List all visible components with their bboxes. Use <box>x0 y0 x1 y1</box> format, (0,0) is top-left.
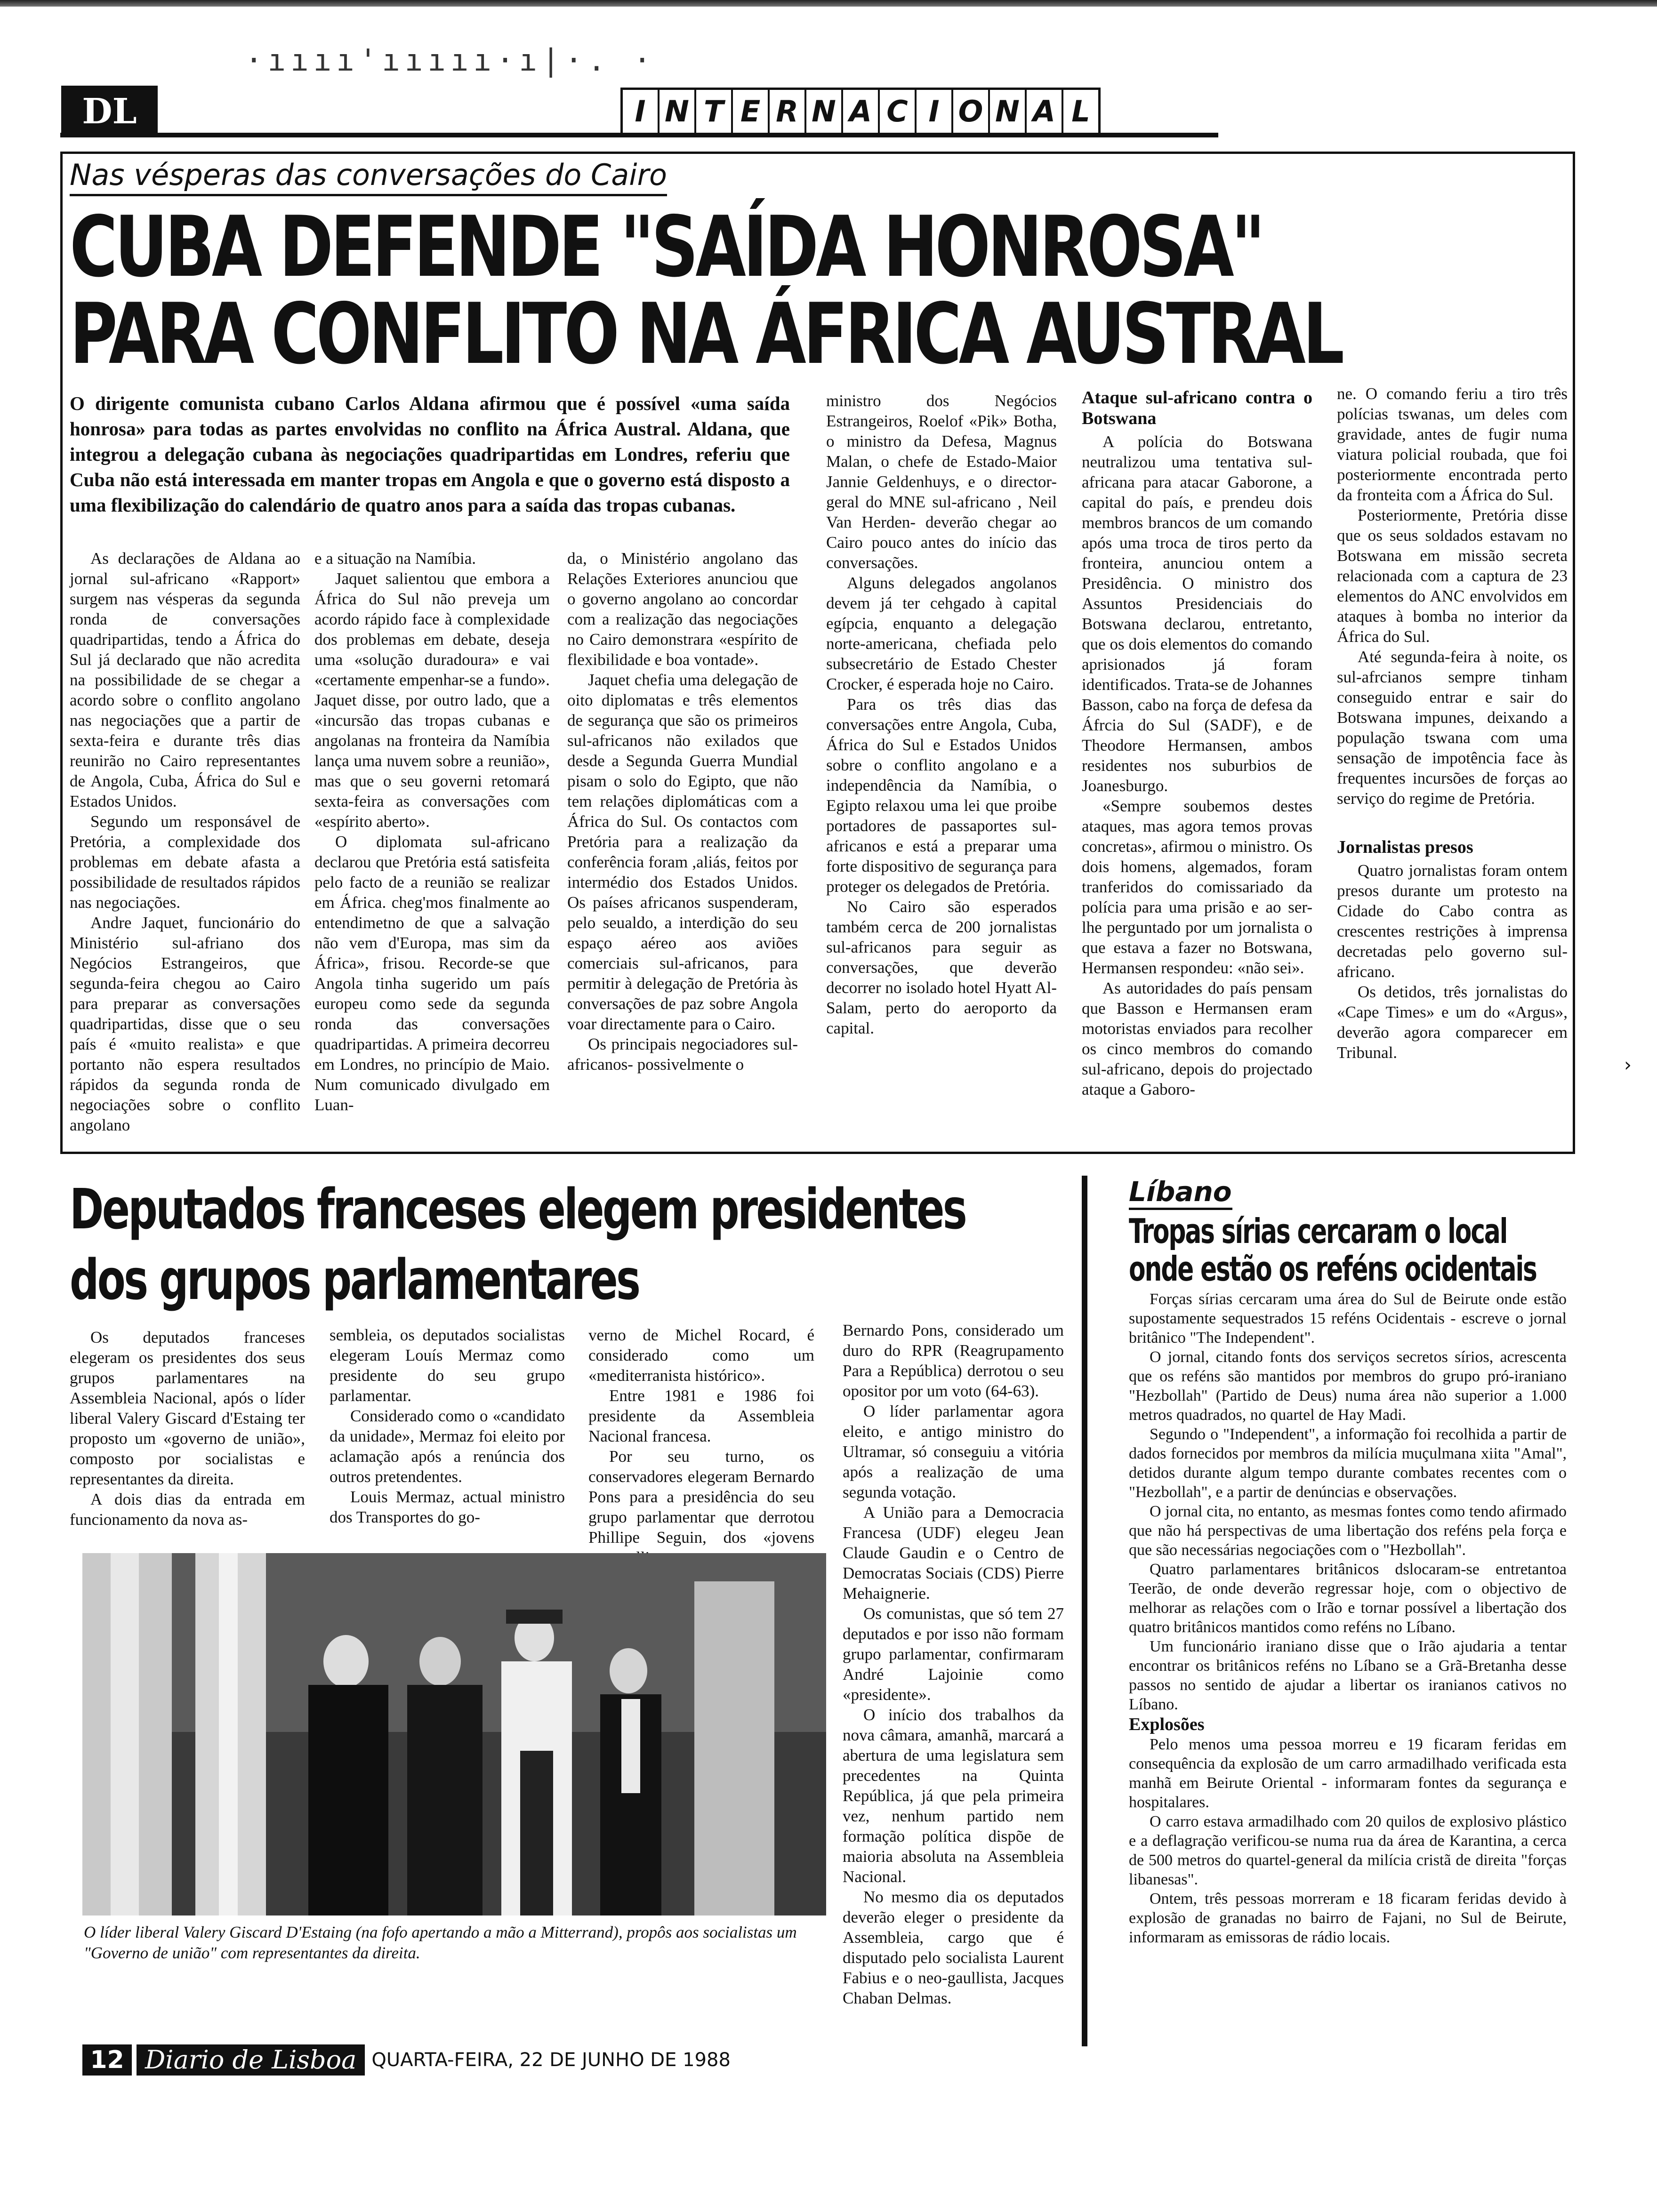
paragraph: Pelo menos uma pessoa morreu e 19 ficaram feridas em consequência da explosão de um carro armadilhado verificada esta manhã em Beirute Oriental - informaram fontes da segurança e hospitalares. <box>1129 1736 1567 1811</box>
photo-caption: O líder liberal Valery Giscard D'Estaing (na fofo apertando a mão a Mitterrand), propôs aos socialistas um "Governo de união" com representantes da direita. <box>84 1923 797 1962</box>
issue-date: QUARTA-FEIRA, 22 DE JUNHO DE 1988 <box>371 2049 731 2071</box>
paragraph: Louis Mermaz, actual ministro dos Transportes do go- <box>330 1488 565 1526</box>
main-headline-line1: CUBA DEFENDE "SAÍDA HONROSA" <box>70 198 1263 296</box>
france-column-4-text <box>843 1320 1064 2008</box>
paragraph: As declarações de Aldana ao jornal sul-africano «Rapport» surgem nas vésperas da segunda ronda de conversações quadripartidas, tendo a África do Sul já declarado que não acredita na possibilidade de se chegar a acordo sobre o conflito angolano nas negociações que a partir de sexta-feira e durante três dias reunirão no Cairo representantes de Angola, Cuba, África do Sul e Estados Unidos. <box>70 549 300 810</box>
section-letter: A <box>1027 90 1063 133</box>
france-column-3 <box>588 1325 814 1568</box>
main-column-1-text <box>70 548 300 1135</box>
main-column-3 <box>567 548 798 1074</box>
section-letter: N <box>990 90 1027 133</box>
paragraph: No Cairo são esperados também cerca de 200 jornalistas sul-africanos para seguir as conversações, que deverão decorrer no isolado hotel Hyatt Al-Salam, perto do aeroporto da capital. <box>826 898 1057 1037</box>
paragraph: da, o Ministério angolano das Relações Exteriores anunciou que o governo angolano ao concordar com a realização das negociações no Cairo demonstrara «espírito de flexibilidade e boa vontade». <box>567 549 798 669</box>
section-letter: I <box>917 90 953 133</box>
libano-column <box>1129 1290 1567 1947</box>
france-headline-line2: dos grupos parlamentares <box>70 1247 639 1312</box>
paragraph: No mesmo dia os deputados deverão eleger o presidente da Assembleia, cargo que é disputado pelo socialista Laurent Fabius e o neo-gaullista, Jacques Chaban Delmas. <box>843 1888 1064 2007</box>
paragraph: O jornal cita, no entanto, as mesmas fontes como tendo afirmado que não há perspectivas de uma libertação dos reféns pela força e que são necessárias negociações com o "Hezbollah". <box>1129 1503 1567 1559</box>
paragraph: Os deputados franceses elegeram os presidentes dos seus grupos parlamentares na Assembleia Nacional, após o líder liberal Valery Giscard d'Estaing ter proposto um «governo de união», composto por socialistas e representantes da direita. <box>70 1328 305 1488</box>
botswana-subhead: Ataque sul-africano contra o Botswana <box>1082 388 1312 428</box>
masthead: Diario de Lisboa <box>137 2044 365 2076</box>
libano-kicker-rule <box>1129 1208 1232 1210</box>
paragraph: Para os três dias das conversações entre Angola, Cuba, África do Sul e Estados Unidos sobre o conflito angolano e a independência da Namíbia, o Egipto relaxou uma lei que proibe portadores de passaportes sul-africanos e está a preparar uma forte dispositivo de segurança para proteger os delegados de Pretória. <box>826 695 1057 896</box>
paragraph: Os comunistas, que só tem 27 deputados e por isso não formam grupo parlamentar, confirmaram André Lajoinie como «presidente». <box>843 1604 1064 1704</box>
main-column-2-text <box>314 548 550 1115</box>
main-column-6 <box>1337 384 1568 1063</box>
paragraph: A União para a Democracia Francesa (UDF) elegeu Jean Claude Gaudin e o Centro de Democratas Sociais (CDS) Pierre Mehaignerie. <box>843 1503 1064 1603</box>
section-letter: A <box>843 90 880 133</box>
paragraph: Forças sírias cercaram uma área do Sul de Beirute onde estão supostamente sequestrados 15 reféns Ocidentais - escreve o jornal britânico "The Independent". <box>1129 1290 1567 1346</box>
paragraph: O líder parlamentar agora eleito, e antigo ministro do Ultramar, só conseguiu a vitória após a realização de uma segunda votação. <box>843 1402 1064 1501</box>
margin-mark: › <box>1624 1054 1632 1076</box>
paragraph: Posteriormente, Pretória disse que os seus soldados estavam no Botswana em missão secreta relacionada com a captura de 23 elementos do ANC envolvidos em ataques à bomba no interior da África do Sul. <box>1337 506 1568 646</box>
paragraph: O diplomata sul-africano declarou que Pretória está satisfeita pelo facto de a reunião se realizar em África. cheg'mos finalmente ao entendimetno de que a salvação não vem d'Europa, mas sim da África», frisou. Recorde-se que Angola tinha sugerido um país europeu como sede da segunda ronda das conversações quadripartidas. A primeira decorreu em Londres, no princípio de Maio. Num comunicado divulgado em Luan- <box>314 833 550 1114</box>
scan-edge <box>0 0 1657 7</box>
page-number: 12 <box>82 2044 132 2076</box>
paragraph: «Sempre soubemos destes ataques, mas agora temos provas concretas», afirmou o ministro. Os dois homens, algemados, foram tranferidos do comissariado da polícia para uma prisão e ao ser-lhe perguntado por um jornalista o que estava a fazer no Botswana, Hermansen respondeu: «não sei». <box>1082 797 1312 977</box>
section-letter: C <box>880 90 917 133</box>
libano-text <box>1129 1290 1567 1714</box>
main-lead: O dirigente comunista cubano Carlos Aldana afirmou que é possível «uma saída honrosa» para todas as partes envolvidas no conflito na África Austral. Aldana, que integrou a delegação cubana às negociações quadripartidas em Londres, referiu que Cuba não está interessada em manter tropas em Angola e que o governo está disposto a uma flexibilização do calendário de quatro anos para a saída das tropas cubanas. <box>70 393 790 516</box>
section-logo: DL <box>61 86 158 137</box>
france-column-4 <box>843 1320 1064 2008</box>
section-name <box>620 88 1101 136</box>
libano-text-2 <box>1129 1735 1567 1947</box>
main-column-1 <box>70 548 300 1135</box>
main-headline-line2: PARA CONFLITO NA ÁFRICA AUSTRAL <box>70 285 1342 383</box>
paragraph: e a situação na Namíbia. <box>314 549 476 568</box>
paragraph: Entre 1981 e 1986 foi presidente da Assembleia Nacional francesa. <box>588 1387 814 1445</box>
main-column-3-text <box>567 548 798 1074</box>
main-column-2 <box>314 548 550 1115</box>
paragraph: Quatro jornalistas foram ontem presos durante um protesto na Cidade do Cabo contra as crescentes restrições à imprensa decretadas pelo governo sul-africano. <box>1337 861 1568 981</box>
main-column-6-text <box>1337 384 1568 809</box>
main-kicker: Nas vésperas das conversações do Cairo <box>70 158 667 196</box>
section-letter: O <box>953 90 990 133</box>
news-photo <box>82 1553 826 1915</box>
paragraph: A polícia do Botswana neutralizou uma tentativa sul-africana para atacar Gaborone, a capital do país, e prendeu dois membros brancos de um comando após uma troca de tiros perto da fronteira, anunciou ontem a Presidência. O ministro dos Assuntos Presidenciais do Botswana declarou, entretanto, que os dois elementos do comando aprisionados já foram identificados. Trata-se de Johannes Basson, cabo na força de defesa da Áfrcia do Sul (SADF), e de Theodore Hermansen, ambos residentes nos suburbios de Joanesburgo. <box>1082 433 1312 795</box>
section-letter: L <box>1071 94 1090 128</box>
explosoes-subhead: Explosões <box>1129 1715 1205 1734</box>
paragraph: Considerado como o «candidato da unidade», Mermaz foi eleito por aclamação após a renúncia dos outros pretendentes. <box>330 1407 565 1486</box>
libano-headline-line2: onde estão os reféns ocidentais <box>1129 1249 1536 1289</box>
paragraph: Os principais negociadores sul-africanos- possivelmente o <box>567 1035 798 1074</box>
paragraph: verno de Michel Rocard, é considerado como um «mediterranista histórico». <box>588 1326 814 1385</box>
paragraph: Jaquet salientou que embora a África do Sul não preveja um acordo rápido face à complexidade dos problemas em debate, deseja uma «solução duradoura» e vai «certamente empenhar-se a fundo». Jaquet disse, por outro lado, que a «incursão das tropas cubanas e angolanas na fronteira da Namíbia lança uma nuvem sobre a reunião», mas que o seu governi retomará sexta-feira as conversações com «espírito aberto». <box>314 569 550 831</box>
section-letter: N <box>806 90 843 133</box>
france-column-1-text <box>70 1327 305 1530</box>
paragraph: ne. O comando feriu a tiro três polícias tswanas, um deles com gravidade, antes de fugir numa viatura policial roubada, que foi posteriormente encontrada perto da fronteita com a África do Sul. <box>1337 385 1568 504</box>
france-column-2-text <box>330 1325 565 1527</box>
paragraph: O jornal, citando fonts dos serviços secretos sírios, acrescenta que os reféns são mantidos por membros do grupo pró-iraniano "Hezbollah" (Partido de Deus) numa área não superior a 1.000 metros quadrados, no quartel de Hay Madi. <box>1129 1348 1567 1424</box>
paragraph: Até segunda-feira à noite, os sul-afrcianos sempre tinham conseguido entrar e sair do Botswana impunes, deixando a população tswana com uma sensação de impotência face às frequentes incursões de forças ao serviço do regime de Pretória. <box>1337 648 1568 808</box>
france-column-1 <box>70 1327 305 1530</box>
scan-artifact: ·ıııı'ııııı·ı|·. · <box>245 43 656 78</box>
paragraph: Segundo um responsável de Pretória, a complexidade dos problemas em debate afasta a possibilidade de resultados rápidos nas negociações. <box>70 812 300 912</box>
paragraph: Ontem, três pessoas morreram e 18 ficaram feridas devido à explosão de granadas no bairro de Fajani, no Sul de Beirute, informaram as emissoras de rádio locais. <box>1129 1890 1567 1946</box>
libano-headline-line1: Tropas sírias cercaram o local <box>1129 1211 1507 1251</box>
main-column-4-text <box>826 391 1057 1038</box>
paragraph: As autoridades do país pensam que Basson e Hermansen eram motoristas enviados para recolher os cinco membros do comando sul-africano, depois do projectado ataque a Gaboro- <box>1082 979 1312 1098</box>
paragraph: Quatro parlamentares britânicos dslocaram-se entretantoa Teerão, de onde deverão regressar hoje, com o objectivo de melhorar as relações com o Irão e tornar possível a libertação dos quatro britânicos mantidos como reféns no Líbano. <box>1129 1561 1567 1636</box>
paragraph: Alguns delegados angolanos devem já ter cehgado à capital egípcia, enquanto a delegação norte-americana, chefiada pelo subsecretário de Estado Chester Crocker, é esperada hoje no Cairo. <box>826 574 1057 693</box>
paragraph: Jaquet chefia uma delegação de oito diplomatas e três elementos de segurança que são os primeiros sul-africanos não exilados que desde a Segunda Guerra Mundial pisam o solo do Egipto, que não tem relações diplomáticas com a África do Sul. Os contactos com Pretória para a realização da conferência foram ,aliás, feitos por intermédio dos Estados Unidos. Os países africanos suspenderam, pelo seualdo, a interdição do seu espaço aéreo aos aviões comerciais sul-africanos, para permitir à delegação de Pretória às conversações de paz sobre Angola voar directamente para o Cairo. <box>567 671 798 1033</box>
france-column-2 <box>330 1325 565 1527</box>
main-column-4 <box>826 391 1057 1038</box>
paragraph: Andre Jaquet, funcionário do Ministério sul-afriano dos Negócios Estrangeiros, que segunda-feira chegou ao Cairo para preparar as conversações quadripartidas, disse que o seu país é «muito realista» e que portanto não espera resultados rápidos da segunda ronda de negociações sobre o conflito angolano <box>70 914 300 1134</box>
paragraph: Bernardo Pons, considerado um duro do RPR (Reagrupamento Para a República) derrotou o seu opositor por um voto (64-63). <box>843 1321 1064 1400</box>
section-letter: T <box>696 90 733 133</box>
france-headline-line1: Deputados franceses elegem presidentes <box>70 1177 966 1242</box>
section-letter: I <box>623 90 660 133</box>
libano-kicker: Líbano <box>1129 1176 1232 1208</box>
paragraph: Um funcionário iraniano disse que o Irão ajudaria a tentar encontrar os britânicos reféns no Líbano se a Grã-Bretanha desse passos no sentido de ajudar a libertar os iranianos cativos no Líbano. <box>1129 1638 1567 1713</box>
journalists-subhead: Jornalistas presos <box>1337 837 1473 857</box>
paragraph: O início dos trabalhos da nova câmara, amanhã, marcará a abertura de uma legislatura sem precedentes na Quinta República, já que pela primeira vez, nenhum partido nem formação política dispõe de maioria absoluta na Assembleia Nacional. <box>843 1706 1064 1886</box>
main-column-5-text <box>1082 432 1312 1099</box>
paragraph: O carro estava armadilhado com 20 quilos de explosivo plástico e a deflagração verificou-se numa rua da área de Karantina, a cerca de 500 metros do quartel-general da milícia cristã de direita "forças libanesas". <box>1129 1813 1567 1888</box>
main-column-6b-text <box>1337 860 1568 1063</box>
paragraph: Os detidos, três jornalistas do «Cape Times» e um do «Argus», deverão agora comparecer em Tribunal. <box>1337 983 1568 1062</box>
page-footer <box>82 2044 731 2076</box>
section-letter: E <box>733 90 770 133</box>
paragraph: sembleia, os deputados socialistas elegeram Louís Mermaz como presidente do seu grupo parlamentar. <box>330 1326 565 1405</box>
photo-illustration <box>82 1553 826 1915</box>
paragraph: Por seu turno, os conservadores elegeram Bernardo Pons para a presidência do seu grupo parlamentar que derrotou Phillipe Seguin, dos «jovens <box>588 1447 814 1547</box>
france-column-3-text <box>588 1325 814 1568</box>
paragraph: Segundo o "Independent", a informação foi recolhida a partir de dados fornecidos por membros da milícia muçulmana xiita "Amal", detidos durante algum tempo durante combates recentes com o "Hezbollah", e a partir de denúncias e observações. <box>1129 1426 1567 1501</box>
main-column-5 <box>1082 384 1312 1099</box>
section-letter: R <box>770 90 806 133</box>
paragraph: A dois dias da entrada em funcionamento da nova as- <box>70 1490 305 1529</box>
paragraph: ministro dos Negócios Estrangeiros, Roelof «Pik» Botha, o ministro da Defesa, Magnus Malan, o chefe de Estado-Maior Jannie Geldenhuys, e o director-geral do MNE sul-africano , Neil Van Herden- deverão chegar ao Cairo pouco antes do início das conversações. <box>826 392 1057 572</box>
section-letter: N <box>660 90 696 133</box>
